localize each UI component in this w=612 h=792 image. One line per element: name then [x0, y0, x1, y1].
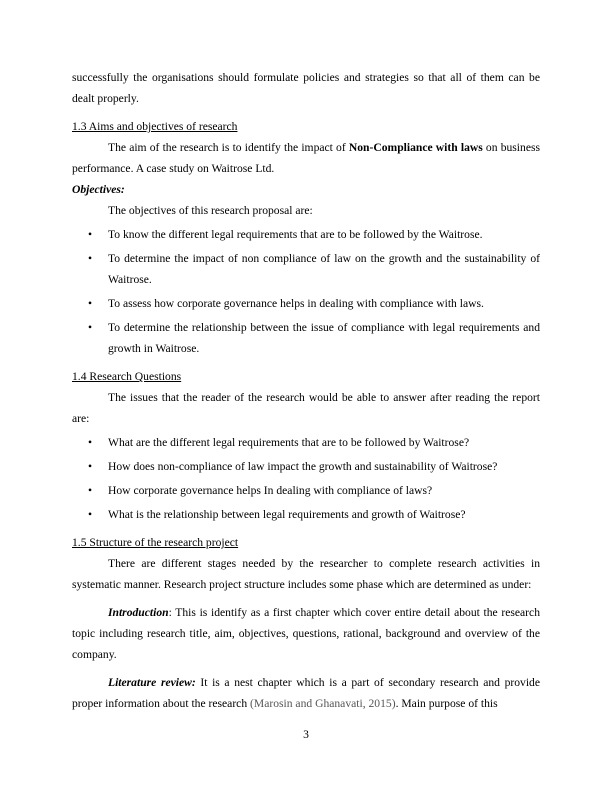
research-questions-list [72, 432, 540, 525]
introduction-text: : This is identify as a first chapter which cover entire detail about the research topic including research title, aim, objectives, questions, rational, background and overview of the company. [72, 606, 540, 661]
objectives-label: Objectives: [72, 183, 125, 196]
bullet-icon: • [88, 297, 93, 310]
literature-paragraph [72, 672, 540, 714]
aim-bold-phrase: Non-Compliance with laws [348, 141, 483, 154]
aim-prefix: The aim of the research is to identify the impact of [108, 141, 349, 154]
objective-item: • To determine the relationship between the issue of compliance with legal requirements and growth in Waitrose. [72, 317, 540, 359]
bullet-icon: • [88, 484, 93, 497]
aim-paragraph [72, 137, 540, 179]
objective-item: • To determine the impact of non compliance of law on the growth and the sustainability of Waitrose. [72, 248, 540, 290]
bullet-icon: • [88, 252, 93, 265]
question-item: • What are the different legal requirements that are to be followed by Waitrose? [72, 432, 540, 453]
bullet-icon: • [88, 228, 93, 241]
question-item: • What is the relationship between legal requirements and growth of Waitrose? [72, 504, 540, 525]
objective-item: • To know the different legal requirements that are to be followed by the Waitrose. [72, 224, 540, 245]
aim-suffix: on business performance. A case study on Waitrose Ltd. [72, 141, 540, 175]
question-item: • How corporate governance helps In dealing with compliance of laws? [72, 480, 540, 501]
bullet-icon: • [88, 436, 93, 449]
introduction-label: Introduction [108, 606, 169, 619]
page-number: 3 [303, 728, 309, 741]
objectives-list [72, 224, 540, 359]
literature-label: Literature review: [108, 676, 196, 689]
research-questions-intro: The issues that the reader of the research would be able to answer after reading the report are: [72, 391, 540, 425]
structure-intro: There are different stages needed by the researcher to complete research activities in systematic manner. Research project structure includes some phase which are determined as under: [72, 557, 540, 591]
literature-citation: (Marosin and Ghanavati, 2015) [250, 697, 396, 710]
introduction-paragraph [72, 602, 540, 665]
objectives-intro: The objectives of this research proposal are: [108, 204, 313, 217]
section-1-5-heading: 1.5 Structure of the research project [72, 536, 239, 549]
literature-text-end: . Main purpose of this [395, 697, 498, 710]
section-1-4-heading: 1.4 Research Questions [72, 370, 182, 383]
bullet-icon: • [88, 321, 93, 334]
intro-paragraph: successfully the organisations should formulate policies and strategies so that all of them can be dealt properly. [72, 71, 540, 105]
objective-item: • To assess how corporate governance helps in dealing with compliance with laws. [72, 293, 540, 314]
bullet-icon: • [88, 508, 93, 521]
page-content [72, 67, 540, 714]
section-1-3-heading: 1.3 Aims and objectives of research [72, 120, 238, 133]
bullet-icon: • [88, 460, 93, 473]
question-item: • How does non-compliance of law impact the growth and sustainability of Waitrose? [72, 456, 540, 477]
literature-text: It is a nest chapter which is a part of secondary research and provide proper information about the research [72, 676, 541, 710]
